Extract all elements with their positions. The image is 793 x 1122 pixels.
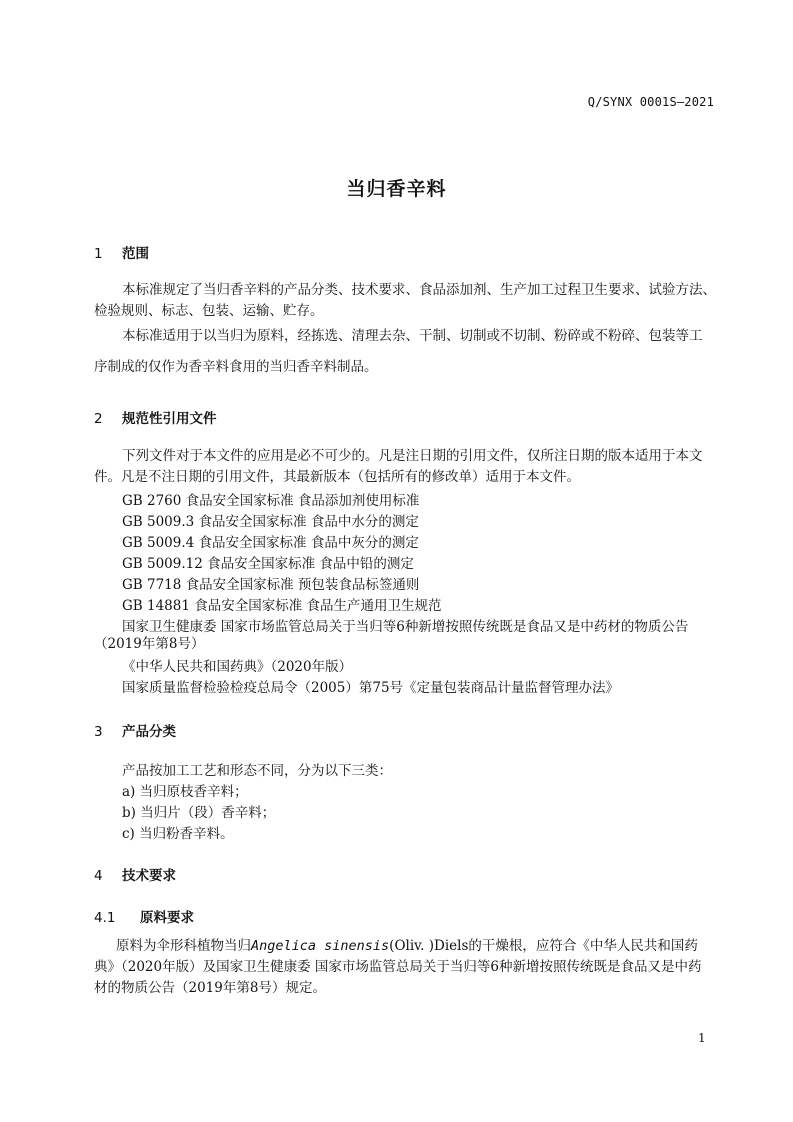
raw-material-line-3: 材的物质公告（2019年第8号）规定。 bbox=[94, 980, 326, 996]
reference-notice-line-1: 国家卫生健康委 国家市场监管总局关于当归等6种新增按照传统既是食品又是中药材的物质公告 bbox=[122, 619, 689, 635]
subsection-title: 原料要求 bbox=[140, 910, 194, 926]
classification-item: a) 当归原枝香辛料； bbox=[122, 784, 248, 800]
reference-item: GB 5009.3 食品安全国家标准 食品中水分的测定 bbox=[122, 514, 419, 530]
section-1-heading bbox=[94, 242, 149, 262]
classification-intro: 产品按加工工艺和形态不同，分为以下三类： bbox=[122, 763, 392, 779]
section-title: 规范性引用文件 bbox=[122, 411, 217, 427]
classification-item: b) 当归片（段）香辛料； bbox=[122, 805, 276, 821]
reference-notice-line-2: （2019年第8号） bbox=[94, 636, 205, 652]
section-number: 4 bbox=[94, 868, 103, 884]
scope-paragraph-1: 本标准规定了当归香辛料的产品分类、技术要求、食品添加剂、生产加工过程卫生要求、试验方法、检验规则、标志、包装、运输、贮存。 bbox=[94, 282, 716, 319]
reference-item: GB 2760 食品安全国家标准 食品添加剂使用标准 bbox=[122, 493, 420, 509]
section-number: 2 bbox=[94, 411, 103, 427]
section-title: 技术要求 bbox=[122, 868, 176, 884]
section-title: 范围 bbox=[122, 246, 149, 262]
section-number: 3 bbox=[94, 724, 103, 740]
reference-item: GB 5009.4 食品安全国家标准 食品中灰分的测定 bbox=[122, 535, 419, 551]
scope-paragraph-2-line-1: 本标准适用于以当归为原料，经拣选、清理去杂、干制、切制或不切制、粉碎或不粉碎、包装等工 bbox=[122, 328, 703, 344]
reference-pharmacopoeia: 《中华人民共和国药典》（2020年版） bbox=[122, 659, 353, 675]
raw-material-text: 原料为伞形科植物当归 bbox=[116, 938, 251, 954]
section-3-heading bbox=[94, 720, 176, 740]
raw-material-line-1 bbox=[116, 936, 698, 957]
references-intro: 下列文件对于本文件的应用是必不可少的。凡是注日期的引用文件，仅所注日期的版本适用于本文件。凡是不注日期的引用文件，其最新版本（包括所有的修改单）适用于本文件。 bbox=[94, 448, 703, 485]
subsection-4-1-heading bbox=[94, 906, 194, 926]
section-4-heading bbox=[94, 864, 176, 884]
latin-species-name: Angelica sinensis bbox=[251, 938, 390, 954]
page-number: 1 bbox=[698, 1031, 706, 1045]
page-title: 当归香辛料 bbox=[346, 178, 447, 200]
reference-order: 国家质量监督检验检疫总局令（2005）第75号《定量包装商品计量监督管理办法》 bbox=[122, 680, 620, 696]
reference-item: GB 7718 食品安全国家标准 预包装食品标签通则 bbox=[122, 577, 420, 593]
section-title: 产品分类 bbox=[122, 724, 176, 740]
scope-paragraph-2-line-2: 序制成的仅作为香辛料食用的当归香辛料制品。 bbox=[94, 359, 378, 375]
classification-item: c) 当归粉香辛料。 bbox=[122, 826, 234, 842]
raw-material-text: (Oliv. )Diels的干燥根，应符合《中华人民共和国药 bbox=[389, 938, 698, 954]
section-2-heading bbox=[94, 407, 217, 427]
raw-material-line-2: 典》（2020年版）及国家卫生健康委 国家市场监管总局关于当归等6种新增按照传统既是食品又是中药 bbox=[94, 959, 702, 975]
subsection-number: 4.1 bbox=[94, 910, 116, 926]
reference-item: GB 14881 食品安全国家标准 食品生产通用卫生规范 bbox=[122, 598, 442, 614]
reference-item: GB 5009.12 食品安全国家标准 食品中铅的测定 bbox=[122, 556, 414, 572]
document-number: Q/SYNX 0001S—2021 bbox=[587, 95, 714, 109]
section-number: 1 bbox=[94, 246, 103, 262]
